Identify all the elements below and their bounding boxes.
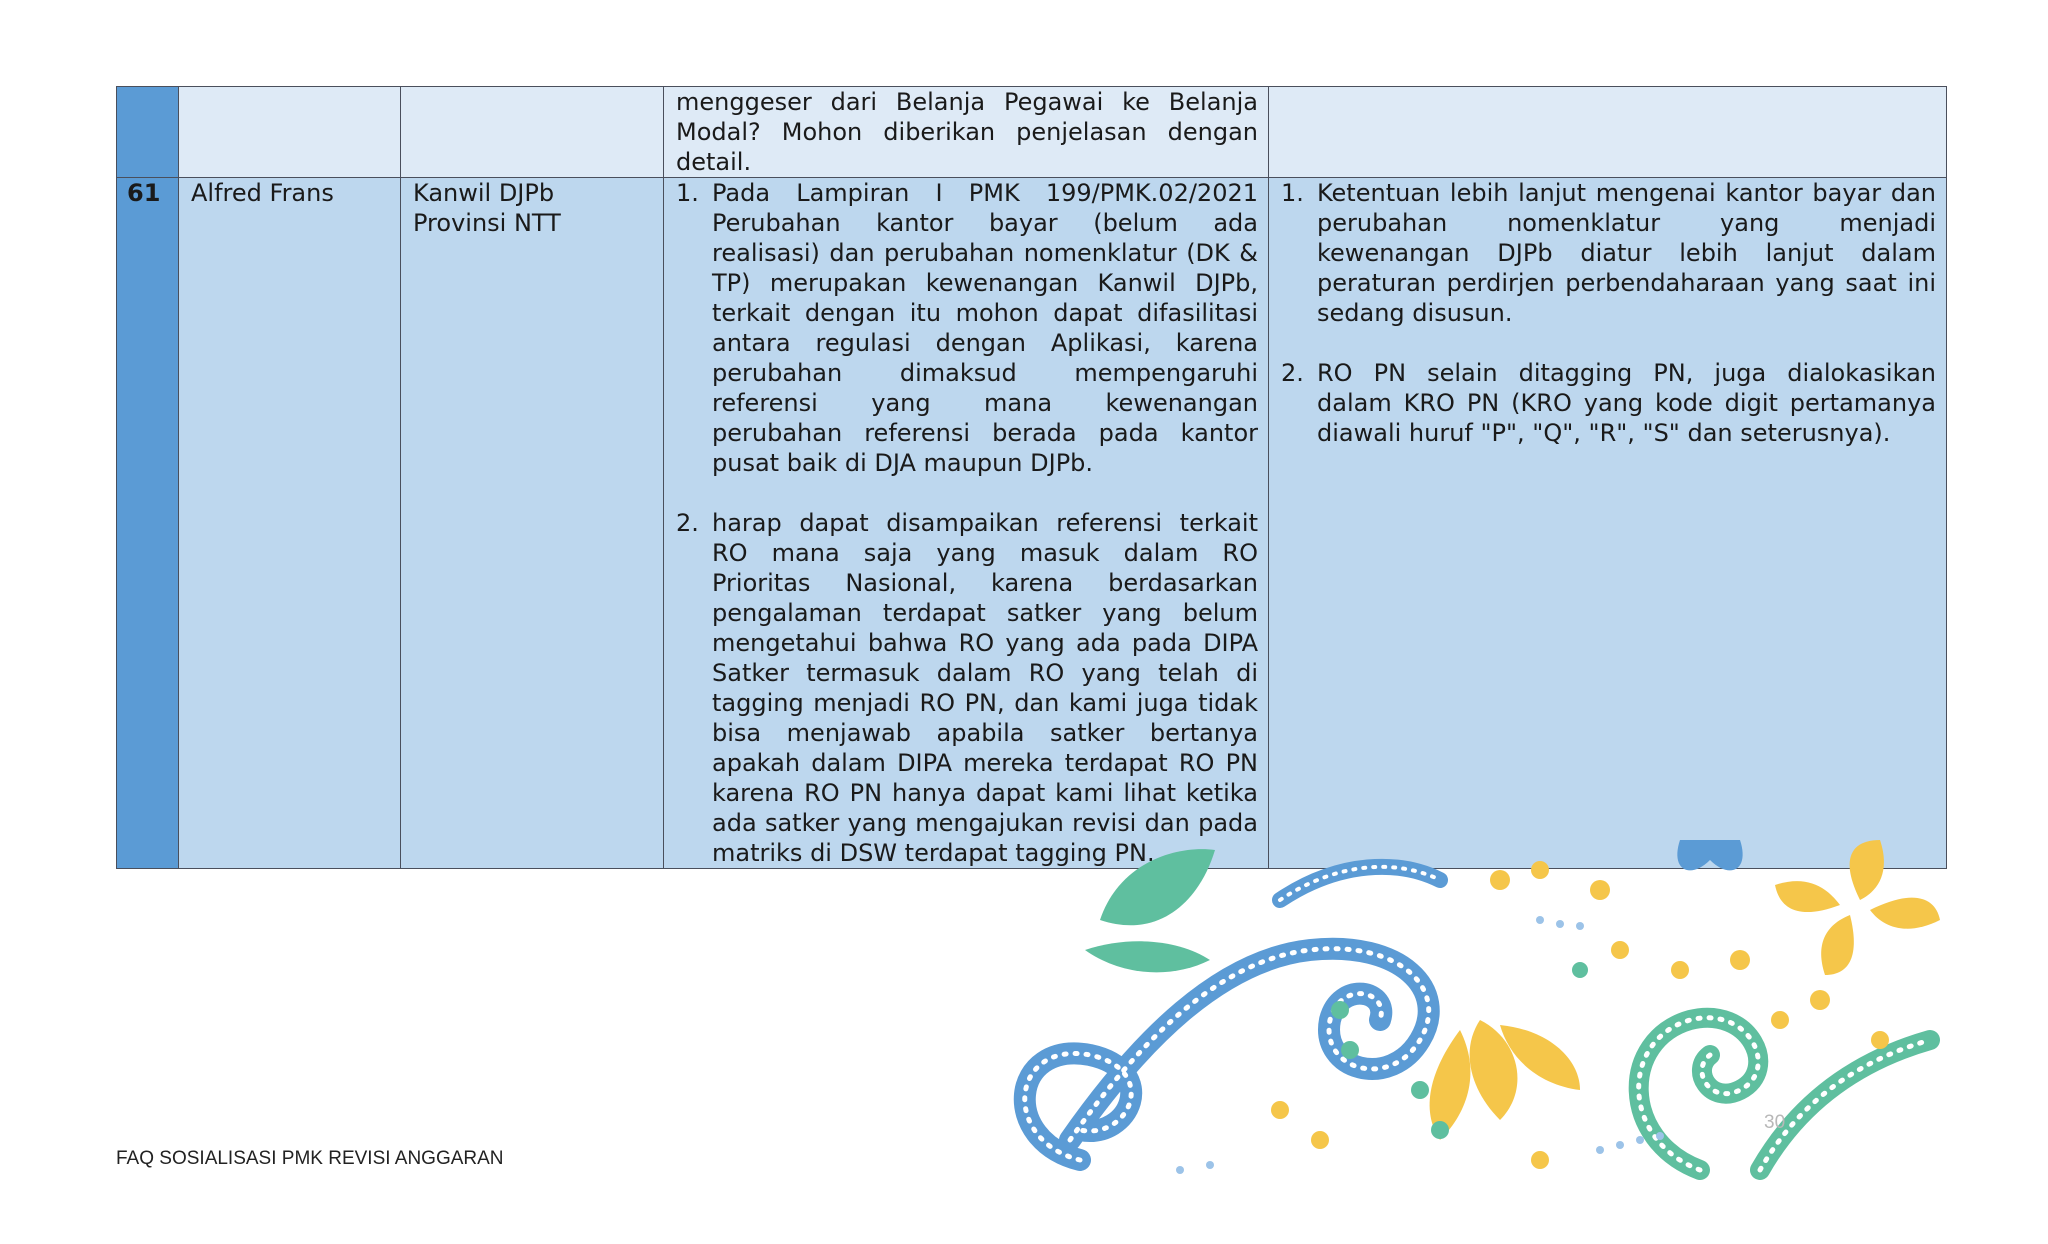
item-text: harap dapat disampaikan referensi terkait RO mana saja yang masuk dalam RO Prioritas Nasional, karena berdasarkan pengalaman terdapat satker yang belum mengetahui bahwa RO yang ada pada DIPA Satker termasuk dalam RO yang telah di tagging menjadi RO PN, dan kami juga tidak bisa menjawab apabila satker bertanya apakah dalam DIPA mereka terdapat RO PN karena RO PN hanya dapat kami lihat ketika ada satker yang mengajukan revisi dan pada matriks di DSW terdapat tagging PN. bbox=[712, 509, 1258, 867]
yellow-flower bbox=[1430, 1020, 1580, 1140]
cell-unit: Kanwil DJPb Provinsi NTT bbox=[401, 178, 664, 869]
item-number: 2. bbox=[1281, 359, 1304, 387]
footer-title: FAQ SOSIALISASI PMK REVISI ANGGARAN bbox=[116, 1148, 504, 1169]
cell-number: 61 bbox=[117, 178, 179, 869]
green-leaf bbox=[1100, 849, 1215, 925]
item-text: RO PN selain ditagging PN, juga dialokasikan dalam KRO PN (KRO yang kode digit pertamanya diawali huruf "P", "Q", "R", "S" dan seterusnya). bbox=[1317, 359, 1936, 447]
item-text: Ketentuan lebih lanjut mengenai kantor bayar dan perubahan nomenklatur yang menjadi kewenangan DJPb diatur lebih lanjut dalam peraturan perdirjen perbendaharaan yang saat ini sedang disusun. bbox=[1317, 179, 1936, 327]
cell-answer bbox=[1269, 178, 1947, 869]
table-row-61 bbox=[117, 178, 1947, 869]
list-item bbox=[676, 508, 1258, 868]
question-text: menggeser dari Belanja Pegawai ke Belanja Modal? Mohon diberikan penjelasan dengan detail. bbox=[676, 88, 1258, 176]
batik-floral-ornament bbox=[980, 840, 1940, 1180]
list-item bbox=[1281, 178, 1936, 328]
item-text: Pada Lampiran I PMK 199/PMK.02/2021 Perubahan kantor bayar (belum ada realisasi) dan perubahan nomenklatur (DK & TP) merupakan kewenangan Kanwil DJPb, terkait dengan itu mohon dapat difasilitasi antara regulasi dengan Aplikasi, karena perubahan dimaksud mempengaruhi referensi yang mana kewenangan perubahan referensi berada pada kantor pusat baik di DJA maupun DJPb. bbox=[712, 179, 1258, 477]
cell-name bbox=[179, 87, 401, 178]
item-number: 2. bbox=[676, 509, 699, 537]
cell-name: Alfred Frans bbox=[179, 178, 401, 869]
list-item bbox=[1281, 358, 1936, 448]
cell-number bbox=[117, 87, 179, 178]
faq-table bbox=[116, 86, 1947, 869]
cell-question bbox=[664, 178, 1269, 869]
page-number: 30 bbox=[1764, 1112, 1786, 1133]
yellow-flower-large bbox=[1775, 840, 1940, 975]
item-number: 1. bbox=[676, 179, 699, 207]
cell-answer bbox=[1269, 87, 1947, 178]
cell-question bbox=[664, 87, 1269, 178]
question-list bbox=[676, 178, 1258, 868]
cell-unit bbox=[401, 87, 664, 178]
answer-list bbox=[1281, 178, 1936, 448]
table-row-continuation bbox=[117, 87, 1947, 178]
item-number: 1. bbox=[1281, 179, 1304, 207]
list-item bbox=[676, 178, 1258, 478]
